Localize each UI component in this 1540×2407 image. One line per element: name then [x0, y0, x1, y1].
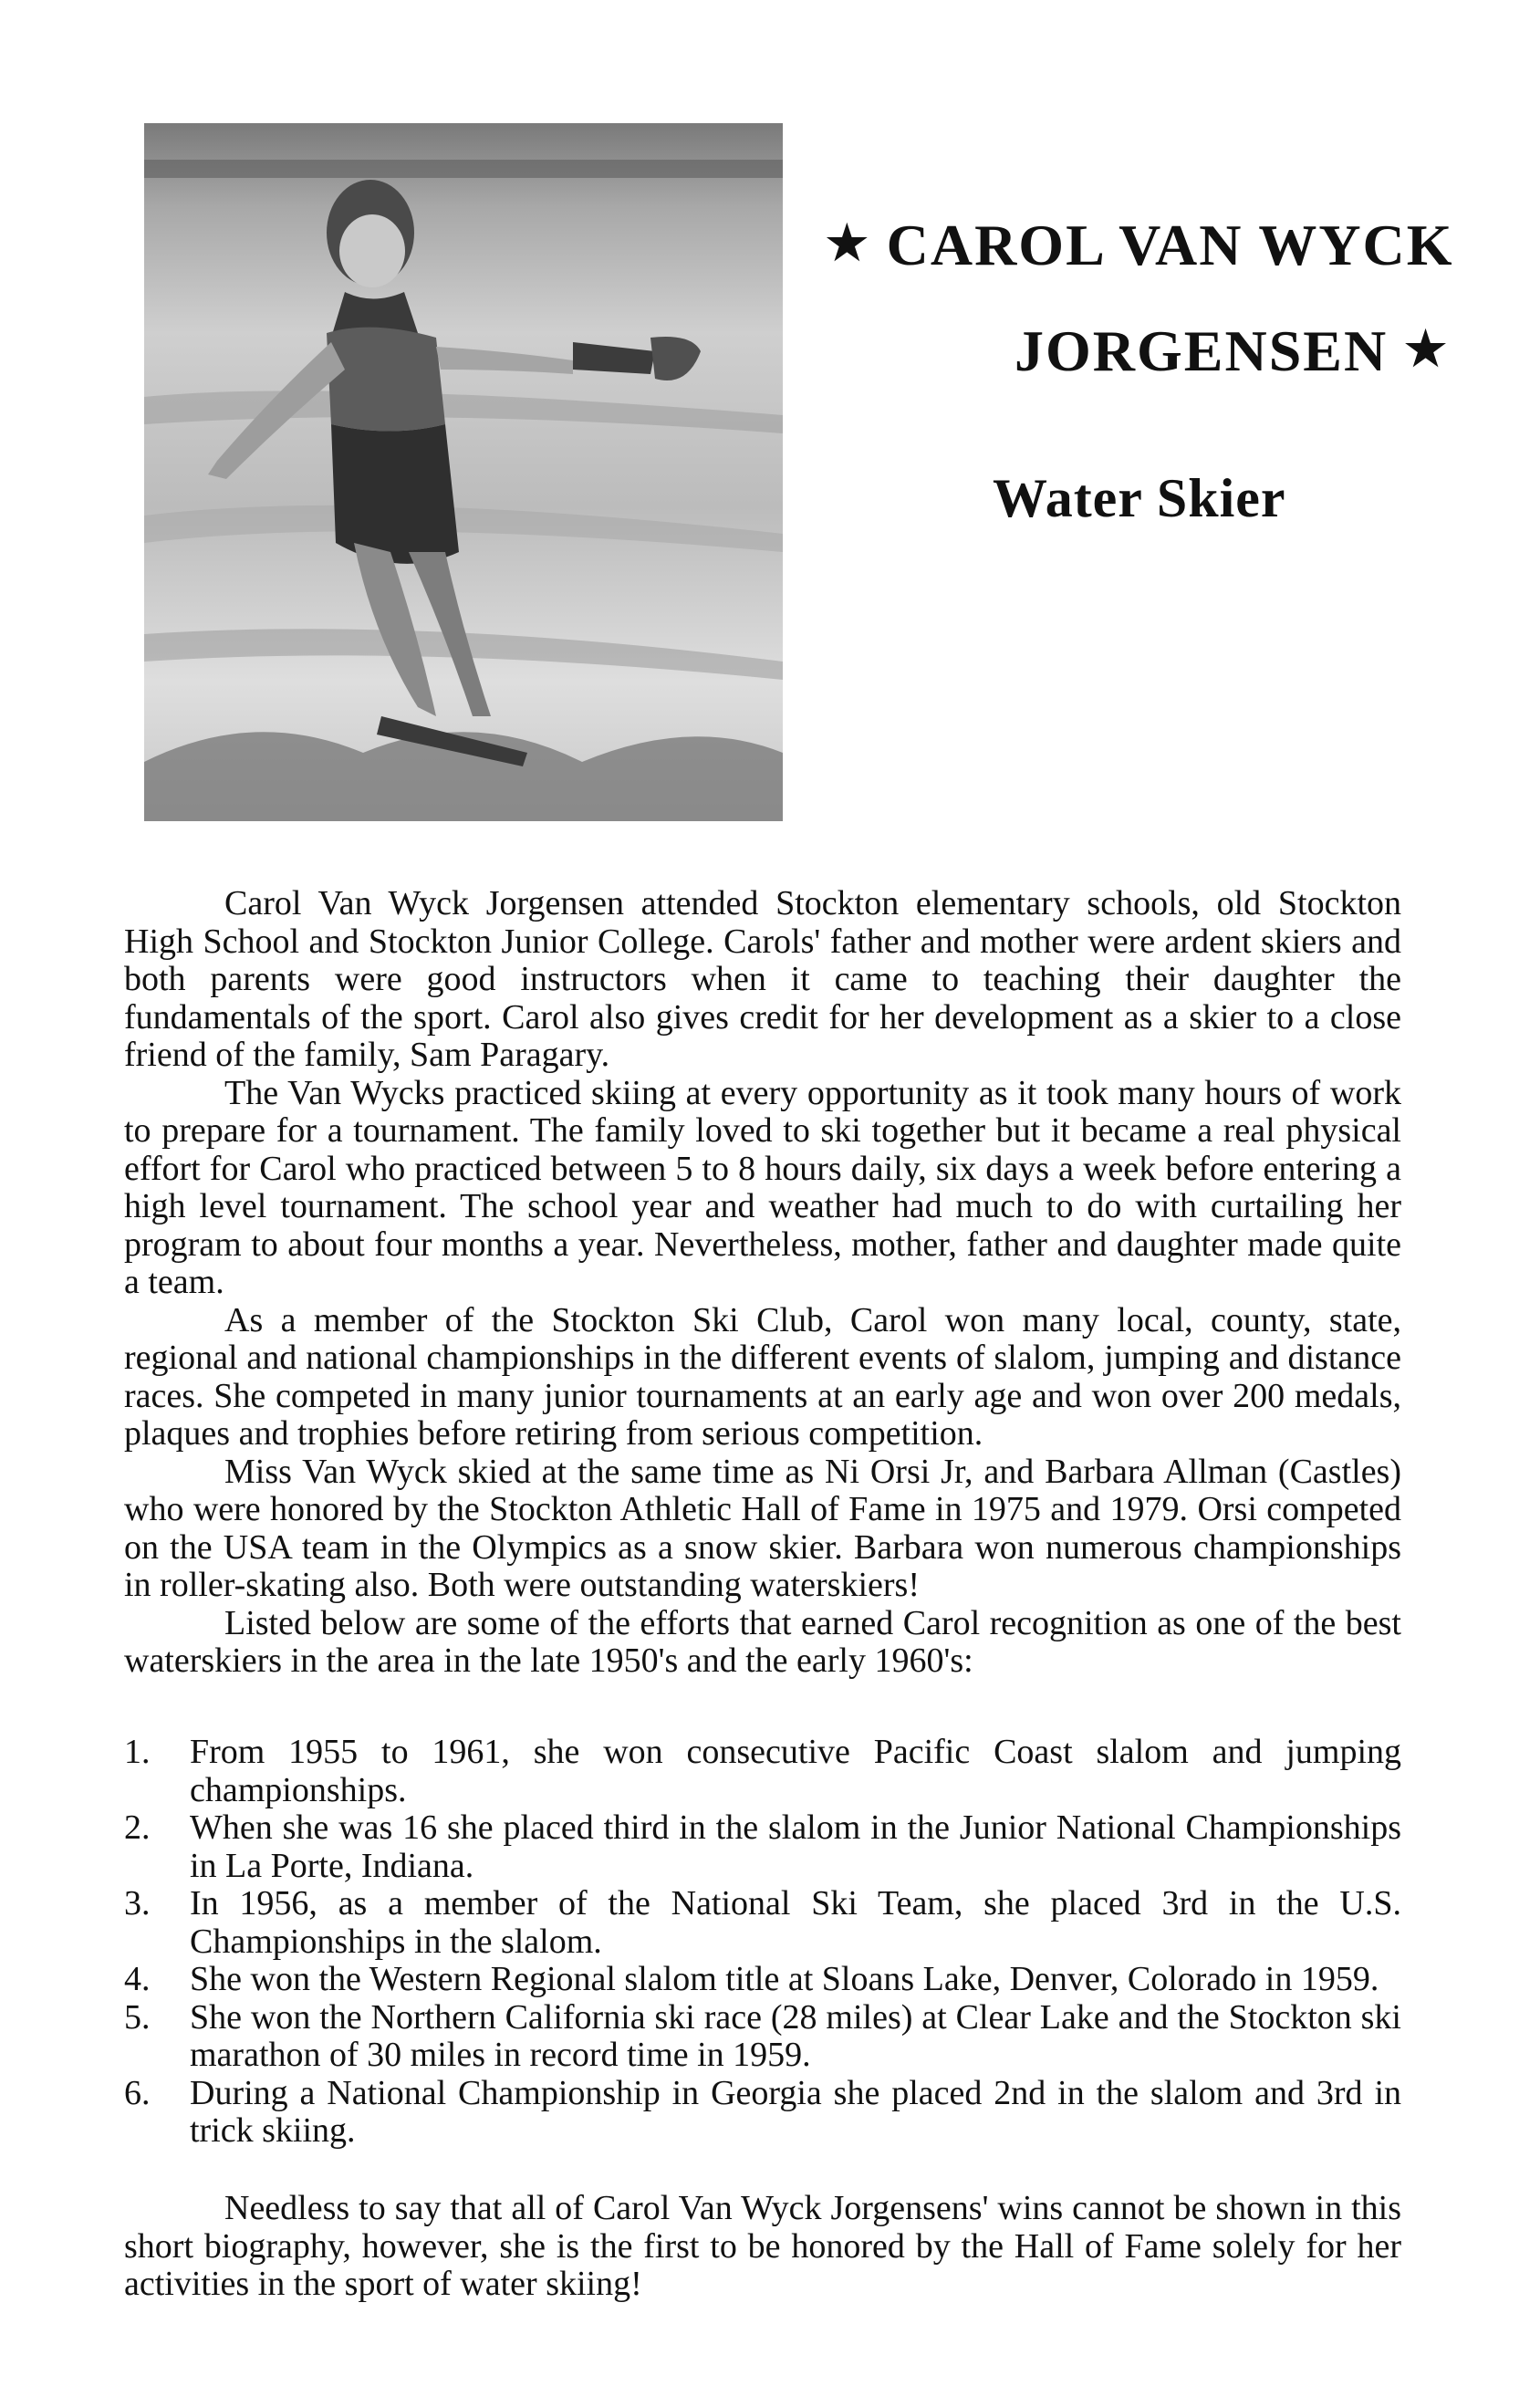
- list-item: [124, 1961, 1401, 1999]
- list-text: During a National Championship in Georgia she placed 2nd in the slalom and 3rd in trick skiing.: [190, 2073, 1401, 2150]
- list-item: [124, 1885, 1401, 1961]
- paragraph: As a member of the Stockton Ski Club, Carol won many local, county, state, regional and national championships in the different events of slalom, jumping and distance races. She competed in many junior tournaments at an early age and won over 200 medals, plaques and trophies before retiring from serious competition.: [124, 1300, 1401, 1453]
- achievements-list: [124, 1734, 1401, 2151]
- title-name-part-2: JORGENSEN: [1015, 318, 1389, 383]
- paragraph: Miss Van Wyck skied at the same time as Ni Orsi Jr, and Barbara Allman (Castles) who were honored by the Stockton Athletic Hall of Fame in 1975 and 1979. Orsi competed on the USA team in the Olympics as a snow skier. Barbara won numerous championships in roller-skating also. Both were outstanding waterskiers!: [124, 1452, 1401, 1604]
- list-number: 2.: [124, 1808, 151, 1847]
- star-icon: ★: [826, 218, 870, 270]
- list-text: From 1955 to 1961, she won consecutive Pacific Coast slalom and jumping championships.: [190, 1733, 1401, 1809]
- star-icon: ★: [1404, 324, 1449, 376]
- paragraph: Carol Van Wyck Jorgensen attended Stockton elementary schools, old Stockton High School and Stockton Junior College. Carols' father and mother were ardent skiers and both parents were good instructors when it came to teaching their daughter the fundamentals of the sport. Carol also gives credit for her development as a skier to a close friend of the family, Sam Paragary.: [124, 884, 1401, 1074]
- list-item: [124, 1734, 1401, 1809]
- list-number: 6.: [124, 2073, 151, 2112]
- list-item: [124, 1809, 1401, 1885]
- list-text: She won the Northern California ski race (28 miles) at Clear Lake and the Stockton ski marathon of 30 miles in record time in 1959.: [190, 1997, 1401, 2074]
- water-skier-photo: [144, 123, 783, 821]
- title-line-2: [1015, 318, 1449, 385]
- list-text: In 1956, as a member of the National Ski Team, she placed 3rd in the U.S. Championships in the slalom.: [190, 1884, 1401, 1961]
- title-name-part-1: CAROL VAN WYCK: [886, 213, 1454, 277]
- paragraph: Listed below are some of the efforts that earned Carol recognition as one of the best waterskiers in the area in the late 1950's and the early 1960's:: [124, 1603, 1401, 1680]
- list-text: When she was 16 she placed third in the slalom in the Junior National Championships in La Porte, Indiana.: [190, 1808, 1401, 1885]
- subtitle: Water Skier: [993, 468, 1286, 528]
- list-number: 4.: [124, 1960, 151, 1998]
- list-number: 1.: [124, 1733, 151, 1771]
- list-item: [124, 1999, 1401, 2075]
- list-number: 3.: [124, 1884, 151, 1922]
- water-skier-illustration: [144, 123, 783, 821]
- list-item: [124, 2075, 1401, 2151]
- list-number: 5.: [124, 1997, 151, 2037]
- closing-paragraph: Needless to say that all of Carol Van Wyck Jorgensens' wins cannot be shown in this short biography, however, she is the first to be honored by the Hall of Fame solely for her activities in the sport of water skiing!: [124, 2189, 1401, 2303]
- title-line-1: [826, 212, 1454, 279]
- list-text: She won the Western Regional slalom title at Sloans Lake, Denver, Colorado in 1959.: [190, 1960, 1379, 1998]
- paragraph: The Van Wycks practiced skiing at every opportunity as it took many hours of work to prepare for a tournament. The family loved to ski together but it became a real physical effort for Carol who practiced between 5 to 8 hours daily, six days a week before entering a high level tournament. The school year and weather had much to do with curtailing her program to about four months a year. Nevertheless, mother, father and daughter made quite a team.: [124, 1073, 1401, 1301]
- biography-body: [124, 885, 1401, 1681]
